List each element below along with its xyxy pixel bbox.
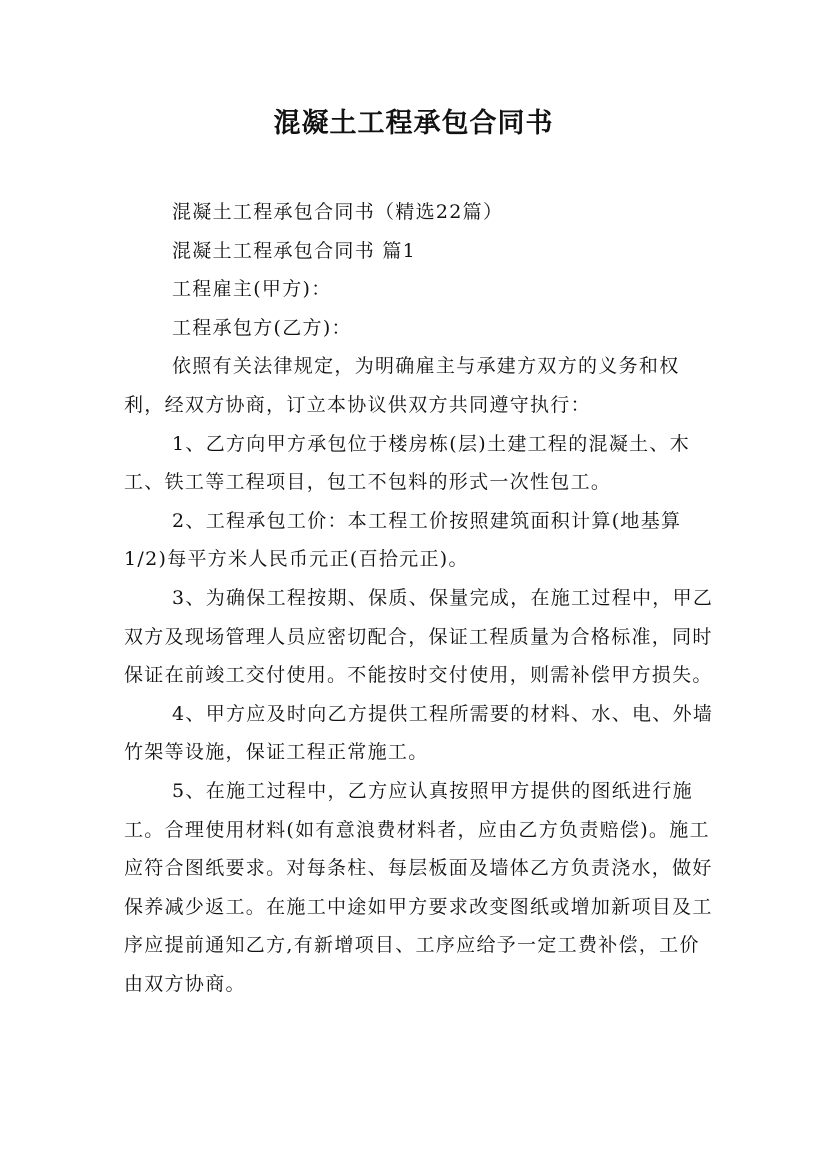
document-body (124, 193, 716, 1003)
paragraph-clause-1: 1、乙方向甲方承包位于楼房栋(层)土建工程的混凝土、木工、铁工等工程项目，包工不包料的形式一次性包工。 (124, 432, 691, 494)
paragraph-clause-5: 5、在施工过程中，乙方应认真按照甲方提供的图纸进行施工。合理使用材料(如有意浪费材料者，应由乙方负责赔偿)。施工应符合图纸要求。对每条柱、每层板面及墙体乙方负责浇水，做好保养减少返工。在施工中途如甲方要求改变图纸或增加新项目及工序应提前通知乙方,有新增项目、工序应给予一定工费补偿，工价由双方协商。 (124, 779, 713, 995)
paragraph-clause-2: 2、工程承包工价：本工程工价按照建筑面积计算(地基算1/2)每平方米人民币元正(百拾元正)。 (124, 509, 682, 571)
paragraph-party-b: 工程承包方(乙方)： (172, 316, 352, 339)
paragraph-party-a: 工程雇主(甲方)： (172, 278, 332, 301)
paragraph-clause-3: 3、为确保工程按期、保质、保量完成，在施工过程中，甲乙双方及现场管理人员应密切配合，保证工程质量为合格标准，同时保证在前竣工交付使用。不能按时交付使用，则需补偿甲方损失。 (124, 586, 714, 687)
paragraph-preamble: 依照有关法律规定，为明确雇主与承建方双方的义务和权利，经双方协商，订立本协议供双方共同遵守执行： (124, 355, 680, 416)
document-title: 混凝土工程承包合同书 (273, 108, 554, 139)
paragraph-clause-4: 4、甲方应及时向乙方提供工程所需要的材料、水、电、外墙竹架等设施，保证工程正常施工。 (124, 702, 714, 764)
paragraph-subtitle: 混凝土工程承包合同书（精选22篇） (172, 201, 504, 223)
paragraph-section-heading: 混凝土工程承包合同书 篇1 (172, 239, 417, 262)
